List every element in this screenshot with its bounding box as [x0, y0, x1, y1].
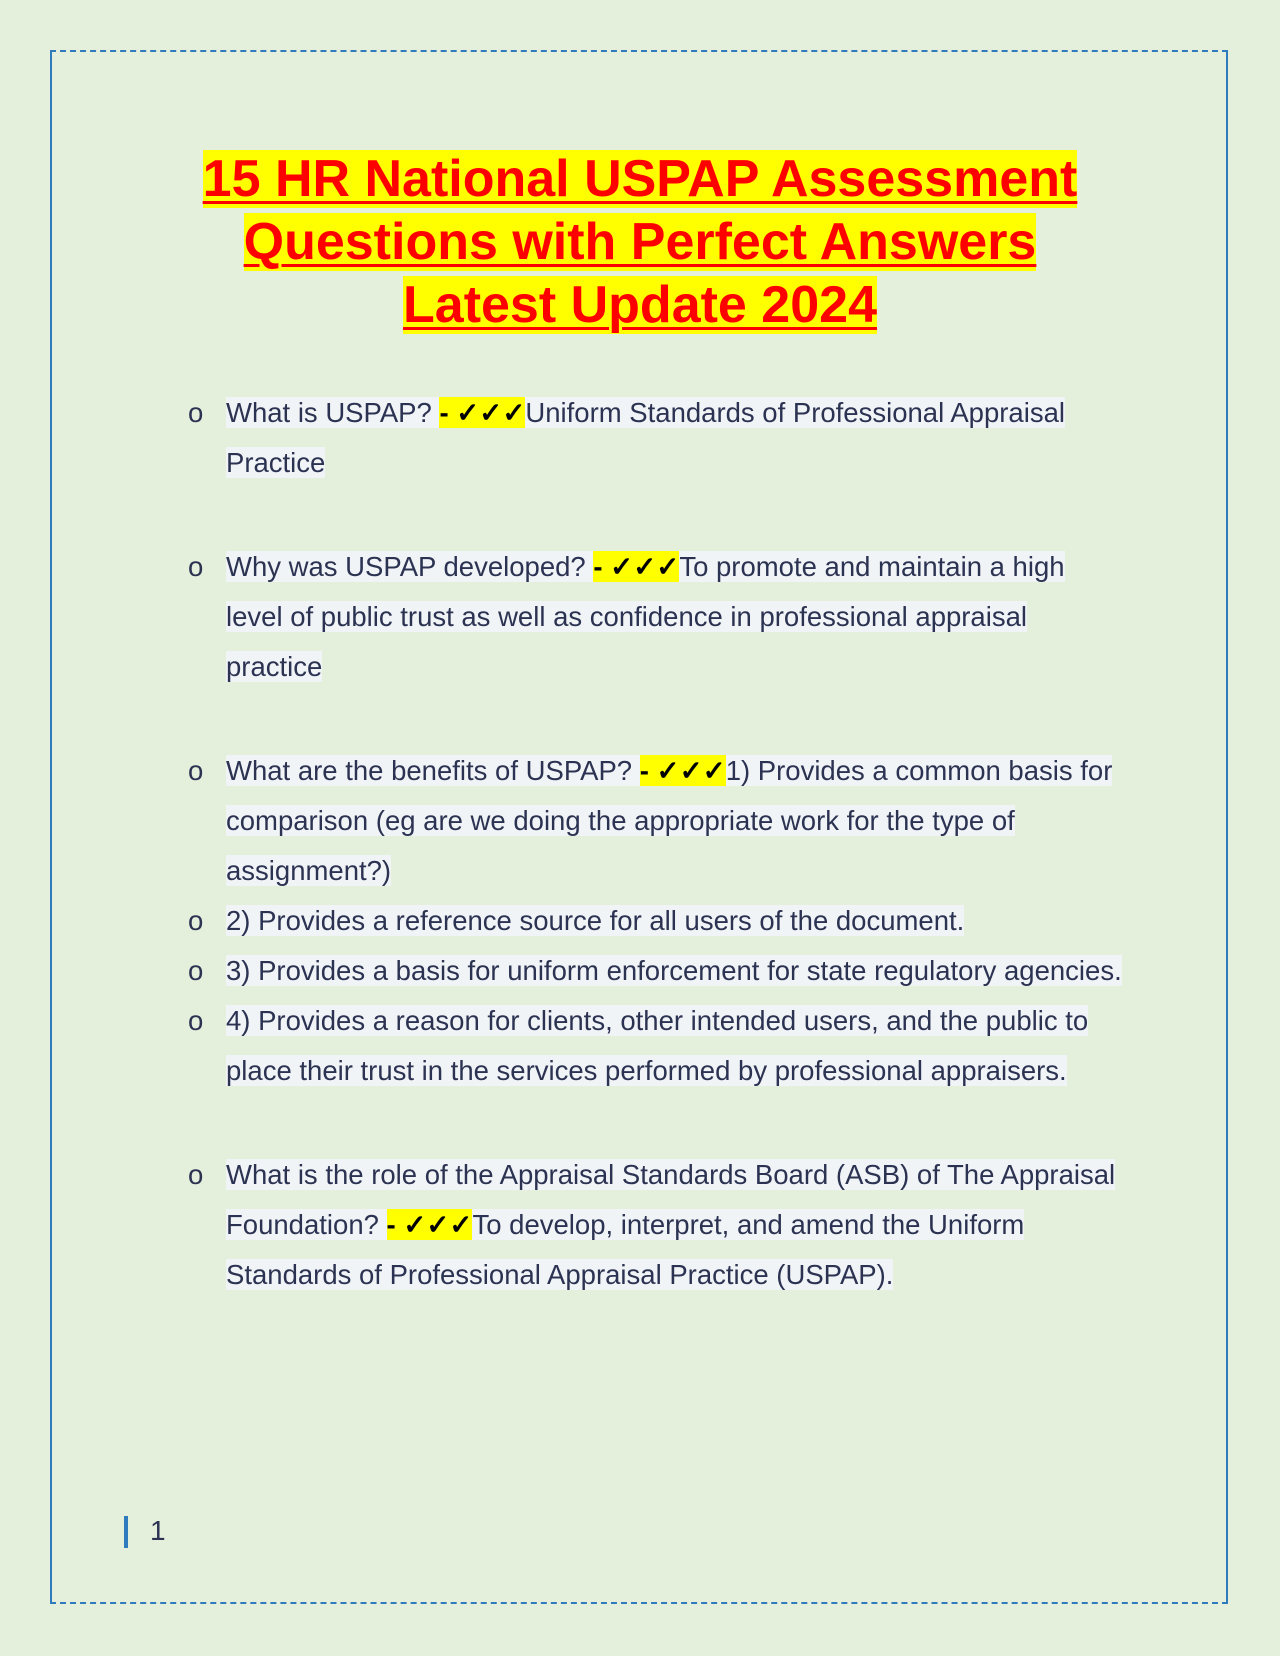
qa-item — [186, 896, 1126, 946]
bullet-glyph: o — [188, 551, 204, 582]
bullet-glyph: o — [188, 955, 204, 986]
checkmark-marker: - ✓✓✓ — [593, 551, 680, 582]
answer-text: 1) Provides a common basis for comparison (eg are we doing the appropriate work for the type of assignment?) — [226, 755, 1113, 886]
qa-item — [186, 1150, 1126, 1300]
qa-item — [186, 946, 1126, 996]
qa-item — [186, 542, 1126, 692]
checkmark-marker: - ✓✓✓ — [639, 755, 726, 786]
title-line-1: 15 HR National USPAP Assessment — [202, 150, 1078, 208]
question-text: Why was USPAP developed? — [226, 551, 594, 582]
qa-item — [186, 388, 1126, 488]
title-line-2: Questions with Perfect Answers — [243, 213, 1037, 271]
document-title — [120, 148, 1160, 337]
bullet-glyph: o — [188, 905, 204, 936]
bullet-glyph: o — [188, 1159, 204, 1190]
question-text: What is USPAP? — [226, 397, 440, 428]
checkmark-marker: - ✓✓✓ — [386, 1209, 473, 1240]
bullet-glyph: o — [188, 1005, 204, 1036]
question-text: What are the benefits of USPAP? — [226, 755, 640, 786]
page-number: 1 — [150, 1515, 166, 1546]
qa-item — [186, 746, 1126, 896]
list-text: 3) Provides a basis for uniform enforcement for state regulatory agencies. — [226, 955, 1122, 986]
title-line-3: Latest Update 2024 — [403, 276, 877, 334]
footer-divider — [124, 1516, 128, 1548]
list-text: 2) Provides a reference source for all users of the document. — [226, 905, 965, 936]
answer-text: To promote and maintain a high level of public trust as well as confidence in professional appraisal practice — [226, 551, 1065, 682]
list-text: 4) Provides a reason for clients, other intended users, and the public to place their trust in the services performed by professional appraisers. — [226, 1005, 1089, 1086]
question-text: What is the role of the Appraisal Standards Board (ASB) of The Appraisal Foundation? — [226, 1159, 1116, 1240]
qa-list — [186, 388, 1126, 1300]
answer-text: Uniform Standards of Professional Appraisal Practice — [226, 397, 1065, 478]
checkmark-marker: - ✓✓✓ — [439, 397, 526, 428]
qa-item — [186, 996, 1126, 1096]
bullet-glyph: o — [188, 397, 204, 428]
answer-text: To develop, interpret, and amend the Uniform Standards of Professional Appraisal Practice (USPAP). — [226, 1209, 1025, 1290]
bullet-glyph: o — [188, 755, 204, 786]
